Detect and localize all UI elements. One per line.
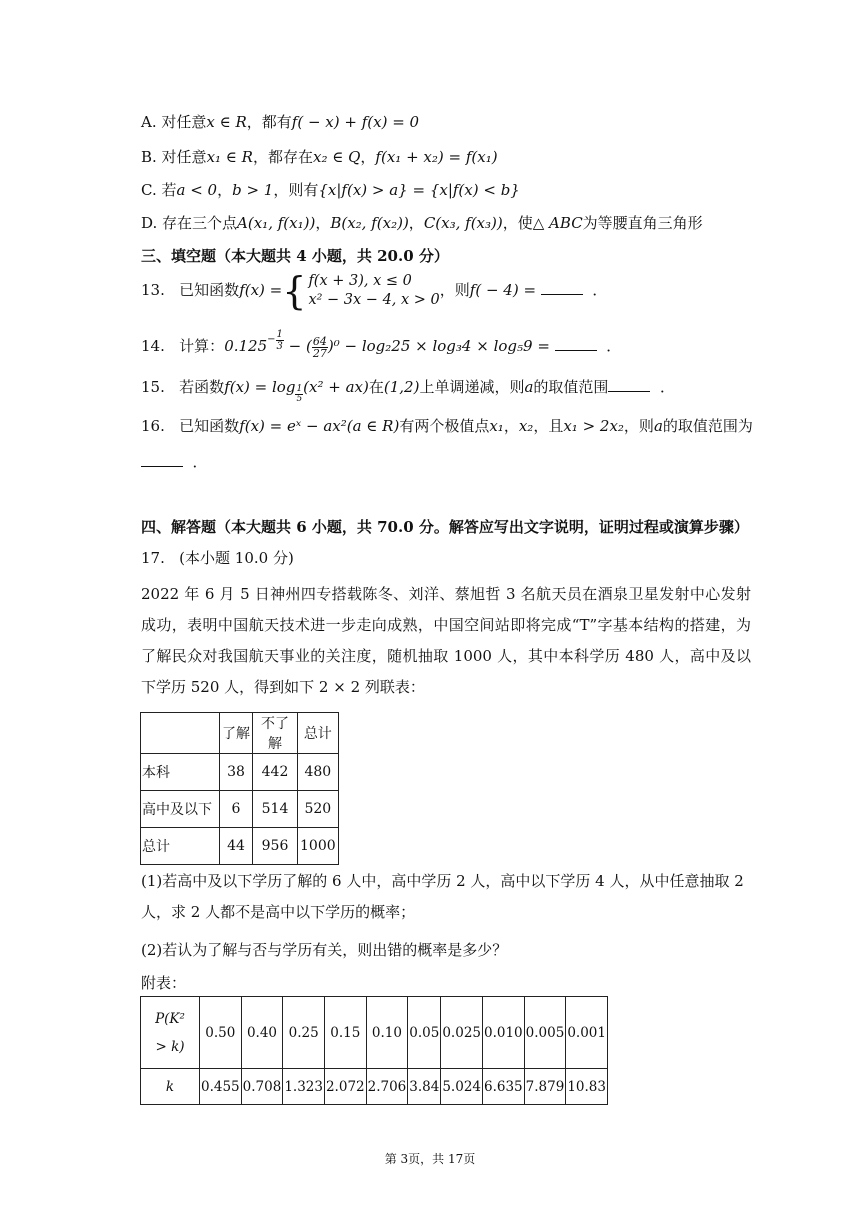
q15-text3: 上单调递减，则 [419,378,525,396]
q14-number: 14. [141,337,165,355]
table-cell: 0.001 [566,997,608,1069]
k-header-cell: k [141,1069,200,1105]
q14-frac-num: 64 [312,334,327,348]
q17-number: 17. [141,549,165,567]
q13-function: f(x) = [239,281,283,299]
option-c-label: C. 若 [141,181,177,199]
table-cell: 总计 [141,828,220,865]
option-c-math1: a < 0 [176,181,218,199]
appendix-label: 附表： [141,974,187,992]
q16-sep: ， [503,417,519,435]
option-d-tail1: ，使 [502,214,533,232]
table-cell: 520 [298,791,339,828]
table-cell: 1.323 [283,1069,325,1105]
table-cell: 0.15 [324,997,366,1069]
critical-value-table [140,996,608,1105]
q13-case1: f(x + 3), x ≤ 0 [308,273,412,289]
table-cell: 0.25 [283,997,325,1069]
q16-text4: ，则 [623,417,654,435]
option-d-math2: B(x₂, f(x₂)) [330,214,409,232]
table-row [141,1069,608,1105]
q14-expr1: 0.125 [224,337,268,355]
question-17-header [141,548,294,568]
table-header-cell: 了解 [220,713,253,754]
table-cell: 0.010 [483,997,525,1069]
table-cell: 2.706 [366,1069,408,1105]
contingency-table [140,712,339,865]
question-16 [141,416,753,436]
table-cell: 本科 [141,754,220,791]
section-3-title: 三、填空题（本大题共 4 小题，共 20.0 分） [141,247,449,265]
option-d-math3: C(x₃, f(x₃)) [423,214,503,232]
p-header-line2: > k) [155,1038,185,1055]
option-d-sep2: ， [408,214,424,232]
q16-number: 16. [141,417,165,435]
table-cell: 5.024 [441,1069,483,1105]
q13-number: 13. [141,281,165,299]
table-cell: 0.50 [200,997,242,1069]
table-cell: 514 [253,791,298,828]
table-cell: 0.025 [441,997,483,1069]
q17-subquestion-1: (1)若高中及以下学历了解的 6 人中，高中学历 2 人，高中以下学历 4 人，从中任意抽取 2 人，求 2 人都不是高中以下学历的概率； [141,872,744,921]
option-c-math3: {x|f(x) > a} = {x|f(x) < b} [318,181,520,199]
question-16-answer-line [141,452,208,472]
question-15 [141,372,675,404]
q13-brace: { [282,269,307,313]
option-a-label: A. 对任意 [141,113,207,131]
q14-fraction [312,336,328,359]
table-cell: 956 [253,828,298,865]
q14-exp-num: 1 [276,329,283,340]
q17-paragraph: 2022 年 6 月 5 日神州四专搭载陈冬、刘洋、蔡旭哲 3 名航天员在酒泉卫星发射中心发射成功，表明中国航天技术进一步走向成熟，中国空间站即将完成“T”字基本结构的搭建，为了解民众对我国航天事业的关注度，随机抽取 1000 人，其中本科学历 480 人，高中及以下学历 520 人，得到如下 2 × 2 列联表： [141,585,751,696]
q13-text1: 已知函数 [179,281,240,299]
option-a-math1: x ∈ R [206,113,247,131]
table-header-row [141,713,339,754]
table-cell: 442 [253,754,298,791]
q14-expr3: )⁰ − log₂25 × log₃4 × log₅9 = [327,337,550,355]
option-a-mid: ，都有 [246,113,292,131]
q13-case2: x² − 3x − 4, x > 0 [308,292,440,308]
table-cell: 0.708 [241,1069,283,1105]
table-cell: 6.635 [483,1069,525,1105]
option-d-math4: △ ABC [532,214,583,232]
option-b-sep: ， [360,148,376,166]
q15-var: a [524,378,534,396]
q13-text2: ，则 [439,281,470,299]
q15-end: ． [659,378,675,396]
p-header-cell [141,997,200,1069]
q14-exponent-sign: − [267,334,276,345]
q15-interval: (1,2) [383,378,420,396]
table-cell: 10.83 [566,1069,608,1105]
q15-base-den: 5 [296,394,303,404]
table-cell: 0.40 [241,997,283,1069]
option-b-math1: x₁ ∈ R [206,148,253,166]
table-cell: 44 [220,828,253,865]
table-row [141,997,608,1069]
table-header-cell: 不了解 [253,713,298,754]
option-b-label: B. 对任意 [141,148,207,166]
section-4-title: 四、解答题（本大题共 6 小题，共 70.0 分。解答应写出文字说明，证明过程或演算步骤） [141,518,749,536]
option-d-label: D. 存在三个点 [141,214,238,232]
q15-number: 15. [141,378,165,396]
q16-text2: 有两个极值点 [399,417,490,435]
table-header-cell [141,713,220,754]
option-d-math1: A(x₁, f(x₁)) [237,214,316,232]
option-b-math2: x₂ ∈ Q [312,148,361,166]
table-cell: 0.05 [408,997,441,1069]
option-c-mid: ，则有 [273,181,319,199]
p-header-line1: P(K² [155,1010,185,1027]
q14-frac-den: 27 [312,346,327,360]
table-cell: 高中及以下 [141,791,220,828]
q16-var: a [653,417,663,435]
q16-x2: x₂ [518,417,534,435]
q16-text3: ，且 [533,417,564,435]
q14-exponent-fraction [276,329,284,352]
option-d-tail2: 为等腰直角三角形 [582,214,703,232]
option-a [141,112,419,132]
option-a-math2: f( − x) + f(x) = 0 [291,113,420,131]
option-c-sep1: ， [217,181,233,199]
q17-subquestion-2: (2)若认为了解与否与学历有关，则出错的概率是多少？ [141,941,508,959]
table-cell: 0.005 [524,997,566,1069]
q14-exp-den: 3 [276,341,283,352]
q16-blank [141,452,183,467]
option-b-mid: ，都存在 [252,148,313,166]
q15-log-base [295,385,303,404]
table-cell: 3.84 [408,1069,441,1105]
option-d [141,213,703,233]
q15-text2: 在 [368,378,384,396]
table-cell: 0.10 [366,997,408,1069]
q16-text5: 的取值范围为 [662,417,753,435]
q14-text1: 计算： [179,337,225,355]
table-cell: 6 [220,791,253,828]
table-row [141,791,339,828]
q13-cases [308,272,439,310]
table-cell: 480 [298,754,339,791]
question-14 [141,328,621,361]
q14-end: ． [606,337,622,355]
question-13 [141,269,608,313]
table-cell: 0.455 [200,1069,242,1105]
q16-text1: 已知函数 [179,417,240,435]
table-cell: 38 [220,754,253,791]
q16-x1: x₁ [489,417,504,435]
q14-blank [555,336,597,351]
page-footer: 第 3页，共 17页 [384,1152,476,1166]
q15-expr2: (x² + ax) [303,378,369,396]
q13-ask: f( − 4) = [469,281,537,299]
q15-base-num: 1 [296,384,303,394]
table-header-cell: 总计 [298,713,339,754]
table-cell: 2.072 [324,1069,366,1105]
option-b [141,147,498,167]
q16-end: ． [192,453,208,471]
q13-end: ． [592,281,608,299]
table-cell: 7.879 [524,1069,566,1105]
option-c-math2: b > 1 [232,181,274,199]
q14-expr2: − ( [283,337,312,355]
q17-score: (本小题 10.0 分) [179,549,294,567]
q15-blank [608,377,650,392]
q16-expr1: f(x) = eˣ − ax²(a ∈ R) [239,417,400,435]
table-row [141,754,339,791]
option-b-math3: f(x₁ + x₂) = f(x₁) [375,148,498,166]
option-c [141,180,520,200]
table-cell: 1000 [298,828,339,865]
q15-text1: 若函数 [179,378,225,396]
q13-blank [541,280,583,295]
option-d-sep1: ， [315,214,331,232]
q15-text4: 的取值范围 [533,378,609,396]
table-row [141,828,339,865]
q16-cond: x₁ > 2x₂ [563,417,624,435]
q15-expr1: f(x) = log [224,378,296,396]
